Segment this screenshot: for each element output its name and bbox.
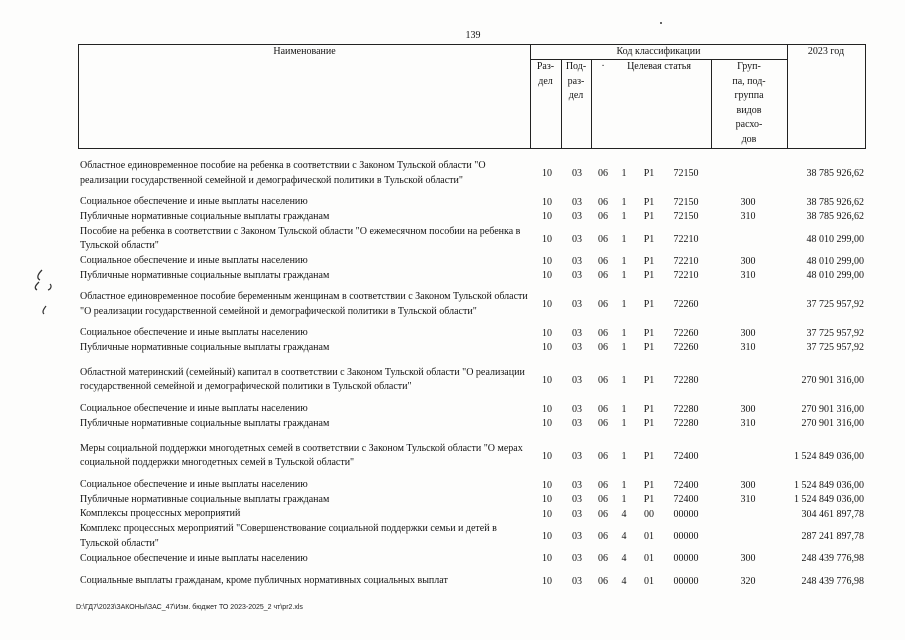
cell-t4: 72260 <box>673 299 699 310</box>
cell-podrazdel: 03 <box>572 494 582 506</box>
row-name: Социальное обеспечение и иные выплаты населению <box>80 479 308 490</box>
row-name: Публичные нормативные социальные выплаты гражданам <box>80 493 330 505</box>
table-row <box>0 269 905 284</box>
cell-podrazdel: 03 <box>572 327 582 339</box>
header-code-group: Код классификации <box>616 46 701 57</box>
table-row <box>0 522 905 552</box>
cell-t1: 06 <box>598 575 608 587</box>
cell-t3: P1 <box>643 299 655 310</box>
cell-t1: 06 <box>598 479 608 491</box>
cell-amount: 1 524 849 036,00 <box>794 479 864 491</box>
cell-podrazdel: 03 <box>572 450 582 462</box>
header-target: Целевая статья <box>627 61 691 72</box>
cell-t4: 72150 <box>673 211 699 223</box>
table-row <box>0 358 905 402</box>
cell-t1: 06 <box>598 403 608 415</box>
cell-razdel: 10 <box>542 196 552 208</box>
cell-podrazdel: 03 <box>572 211 582 223</box>
cell-amount: 48 010 299,00 <box>806 270 864 282</box>
table-row <box>0 341 905 356</box>
cell-razdel: 10 <box>542 450 552 462</box>
cell-t1: 06 <box>598 196 608 208</box>
cell-razdel: 10 <box>542 211 552 223</box>
cell-t4: 72400 <box>673 494 699 506</box>
cell-t4: 72280 <box>673 418 699 430</box>
cell-t1: 06 <box>598 233 608 245</box>
cell-podrazdel: 03 <box>572 299 582 310</box>
cell-t3: P1 <box>643 374 655 386</box>
cell-group: 300 <box>740 255 756 267</box>
cell-razdel: 10 <box>542 233 552 245</box>
row-name: Комплекс процессных мероприятий "Совершенствование социальной поддержки семьи и детей в Тульской области" <box>80 523 497 549</box>
cell-t2: 1 <box>621 270 627 282</box>
row-name: Областное единовременное пособие беременным женщинам в соответствии с Законом Тульской области "О реализации государственной семейной и демографической политики в Тульской области" <box>80 291 528 317</box>
cell-podrazdel: 03 <box>572 374 582 386</box>
cell-amount: 248 439 776,98 <box>801 553 864 565</box>
cell-amount: 37 725 957,92 <box>806 342 864 354</box>
cell-t2: 1 <box>621 211 627 223</box>
cell-t2: 1 <box>621 233 627 245</box>
table-row <box>0 436 905 476</box>
cell-group: 310 <box>740 418 756 430</box>
row-name: Публичные нормативные социальные выплаты гражданам <box>80 341 330 353</box>
cell-t3: P1 <box>643 418 655 430</box>
cell-razdel: 10 <box>542 575 552 587</box>
cell-razdel: 10 <box>542 327 552 339</box>
row-name: Социальное обеспечение и иные выплаты населению <box>80 403 308 414</box>
cell-t1: 06 <box>598 553 608 565</box>
header-dot: · <box>601 61 605 72</box>
cell-podrazdel: 03 <box>572 255 582 267</box>
cell-group: 320 <box>740 575 756 587</box>
cell-t1: 06 <box>598 374 608 386</box>
cell-t1: 06 <box>598 327 608 339</box>
table-row <box>0 210 905 225</box>
cell-group: 310 <box>740 211 756 223</box>
table-row <box>0 478 905 493</box>
cell-t4: 00000 <box>673 508 699 520</box>
cell-razdel: 10 <box>542 270 552 282</box>
cell-amount: 37 725 957,92 <box>806 327 864 339</box>
row-name: Социальное обеспечение и иные выплаты населению <box>80 255 308 266</box>
row-name: Социальное обеспечение и иные выплаты населению <box>80 196 308 207</box>
cell-t4: 00000 <box>673 531 699 542</box>
cell-t3: 00 <box>644 508 654 520</box>
cell-t3: 01 <box>644 531 654 542</box>
cell-amount: 38 785 926,62 <box>806 211 864 223</box>
cell-t3: P1 <box>643 403 655 415</box>
cell-podrazdel: 03 <box>572 553 582 565</box>
cell-t3: P1 <box>643 211 655 223</box>
cell-group: 310 <box>740 270 756 282</box>
cell-t4: 72280 <box>673 374 699 386</box>
cell-razdel: 10 <box>542 494 552 506</box>
cell-podrazdel: 03 <box>572 270 582 282</box>
file-path-footer: D:\ГД7\2023\ЗАКОНЫ\ЗАС_47\Изм. бюджет ТО 2023-2025_2 чт\pr2.xls <box>76 604 303 611</box>
cell-t4: 72150 <box>673 168 699 179</box>
cell-razdel: 10 <box>542 168 552 179</box>
row-name: Социальные выплаты гражданам, кроме публичных нормативных социальных выплат <box>80 574 448 586</box>
cell-t4: 72210 <box>673 233 699 245</box>
header-divider <box>787 45 788 148</box>
cell-t2: 4 <box>621 531 627 542</box>
row-name: Пособие на ребенка в соответствии с Законом Тульской области "О ежемесячном пособии на ребенка в Тульской области" <box>80 225 521 251</box>
row-name: Социальное обеспечение и иные выплаты населению <box>80 327 308 338</box>
cell-t3: P1 <box>643 196 655 208</box>
cell-amount: 48 010 299,00 <box>806 233 864 245</box>
cell-amount: 270 901 316,00 <box>801 374 864 386</box>
cell-razdel: 10 <box>542 403 552 415</box>
row-name: Публичные нормативные социальные выплаты гражданам <box>80 269 330 281</box>
cell-t4: 72400 <box>673 479 699 491</box>
cell-t1: 06 <box>598 168 608 179</box>
cell-group: 300 <box>740 327 756 339</box>
cell-t3: P1 <box>643 342 655 354</box>
table-row <box>0 417 905 432</box>
table-row <box>0 254 905 269</box>
cell-razdel: 10 <box>542 374 552 386</box>
cell-t4: 00000 <box>673 553 699 565</box>
cell-t3: 01 <box>644 553 654 565</box>
cell-podrazdel: 03 <box>572 531 582 542</box>
cell-group: 300 <box>740 403 756 415</box>
cell-podrazdel: 03 <box>572 403 582 415</box>
cell-t2: 1 <box>621 168 627 179</box>
cell-t4: 72400 <box>673 450 699 462</box>
table-row <box>0 326 905 341</box>
cell-razdel: 10 <box>542 531 552 542</box>
cell-t3: P1 <box>643 233 655 245</box>
cell-t2: 1 <box>621 327 627 339</box>
cell-t1: 06 <box>598 255 608 267</box>
table-row <box>0 195 905 210</box>
cell-t4: 72210 <box>673 255 699 267</box>
cell-t2: 4 <box>621 553 627 565</box>
cell-amount: 304 461 897,78 <box>801 508 864 520</box>
cell-t2: 1 <box>621 374 627 386</box>
row-name: Публичные нормативные социальные выплаты гражданам <box>80 210 330 222</box>
cell-t3: 01 <box>644 575 654 587</box>
cell-razdel: 10 <box>542 299 552 310</box>
cell-group: 300 <box>740 479 756 491</box>
table-row <box>0 507 905 522</box>
cell-amount: 38 785 926,62 <box>806 196 864 208</box>
cell-group: 310 <box>740 342 756 354</box>
cell-podrazdel: 03 <box>572 168 582 179</box>
cell-t2: 4 <box>621 575 627 587</box>
cell-t4: 72280 <box>673 403 699 415</box>
cell-amount: 48 010 299,00 <box>806 255 864 267</box>
cell-t2: 1 <box>621 479 627 491</box>
cell-t2: 1 <box>621 299 627 310</box>
cell-amount: 270 901 316,00 <box>801 403 864 415</box>
cell-razdel: 10 <box>542 418 552 430</box>
cell-podrazdel: 03 <box>572 196 582 208</box>
cell-t3: P1 <box>643 450 655 462</box>
row-name: Комплексы процессных мероприятий <box>80 508 241 519</box>
cell-razdel: 10 <box>542 479 552 491</box>
row-name: Публичные нормативные социальные выплаты гражданам <box>80 417 330 429</box>
table-row <box>0 568 905 594</box>
cell-amount: 248 439 776,98 <box>801 575 864 587</box>
row-name: Областной материнский (семейный) капитал в соответствии с Законом Тульской области "О реализации государственной семейной и демографической политики в Тульской области" <box>80 366 525 392</box>
cell-podrazdel: 03 <box>572 418 582 430</box>
row-name: Социальное обеспечение и иные выплаты населению <box>80 552 308 564</box>
cell-razdel: 10 <box>542 342 552 354</box>
cell-t4: 00000 <box>673 575 699 587</box>
table-row <box>0 552 905 567</box>
cell-amount: 287 241 897,78 <box>801 531 864 542</box>
cell-t1: 06 <box>598 342 608 354</box>
cell-amount: 38 785 926,62 <box>806 168 864 179</box>
cell-t4: 72260 <box>673 327 699 339</box>
cell-t1: 06 <box>598 494 608 506</box>
cell-podrazdel: 03 <box>572 479 582 491</box>
cell-t3: P1 <box>643 168 655 179</box>
table-header <box>78 44 866 149</box>
table-row <box>0 402 905 417</box>
scan-speck <box>660 22 662 24</box>
cell-t3: P1 <box>643 479 655 491</box>
table-row <box>0 283 905 326</box>
page-number: 139 <box>465 30 481 41</box>
cell-razdel: 10 <box>542 553 552 565</box>
cell-t2: 1 <box>621 255 627 267</box>
header-razdel: Раз- дел <box>536 61 555 87</box>
table-row <box>0 493 905 508</box>
row-name: Меры социальной поддержки многодетных семей в соответствии с Законом Тульской области "О мерах социальной поддержки многодетных семей в Тульской области" <box>80 442 523 468</box>
cell-amount: 37 725 957,92 <box>806 299 864 310</box>
header-name: Наименование <box>273 46 336 57</box>
cell-razdel: 10 <box>542 255 552 267</box>
cell-t3: P1 <box>643 255 655 267</box>
cell-razdel: 10 <box>542 508 552 520</box>
cell-t1: 06 <box>598 450 608 462</box>
cell-t2: 1 <box>621 196 627 208</box>
cell-podrazdel: 03 <box>572 575 582 587</box>
cell-t4: 72210 <box>673 270 699 282</box>
cell-t3: P1 <box>643 494 655 506</box>
cell-t1: 06 <box>598 531 608 542</box>
cell-t4: 72150 <box>673 196 699 208</box>
cell-group: 300 <box>740 196 756 208</box>
cell-t3: P1 <box>643 270 655 282</box>
cell-t4: 72260 <box>673 342 699 354</box>
cell-t2: 4 <box>621 508 627 520</box>
cell-podrazdel: 03 <box>572 233 582 245</box>
header-group: Груп- па, под- группа видов расхо- дов <box>732 61 766 145</box>
cell-t1: 06 <box>598 508 608 520</box>
cell-t3: P1 <box>643 327 655 339</box>
row-name: Областное единовременное пособие на ребенка в соответствии с Законом Тульской области "О реализации государственной семейной и демографической политики в Тульской области" <box>80 160 486 186</box>
cell-t1: 06 <box>598 270 608 282</box>
cell-t2: 1 <box>621 403 627 415</box>
cell-group: 300 <box>740 553 756 565</box>
cell-t1: 06 <box>598 418 608 430</box>
cell-t2: 1 <box>621 450 627 462</box>
cell-group: 310 <box>740 494 756 506</box>
header-podrazdel: Под- раз- дел <box>565 61 587 101</box>
cell-amount: 1 524 849 036,00 <box>794 494 864 506</box>
cell-t2: 1 <box>621 342 627 354</box>
cell-podrazdel: 03 <box>572 342 582 354</box>
cell-t1: 06 <box>598 211 608 223</box>
cell-amount: 1 524 849 036,00 <box>794 450 864 462</box>
cell-amount: 270 901 316,00 <box>801 418 864 430</box>
cell-t2: 1 <box>621 494 627 506</box>
cell-t1: 06 <box>598 299 608 310</box>
header-divider <box>591 59 592 148</box>
cell-t2: 1 <box>621 418 627 430</box>
table-row <box>0 224 905 254</box>
cell-podrazdel: 03 <box>572 508 582 520</box>
table-row <box>0 152 905 195</box>
header-year: 2023 год <box>807 46 845 57</box>
